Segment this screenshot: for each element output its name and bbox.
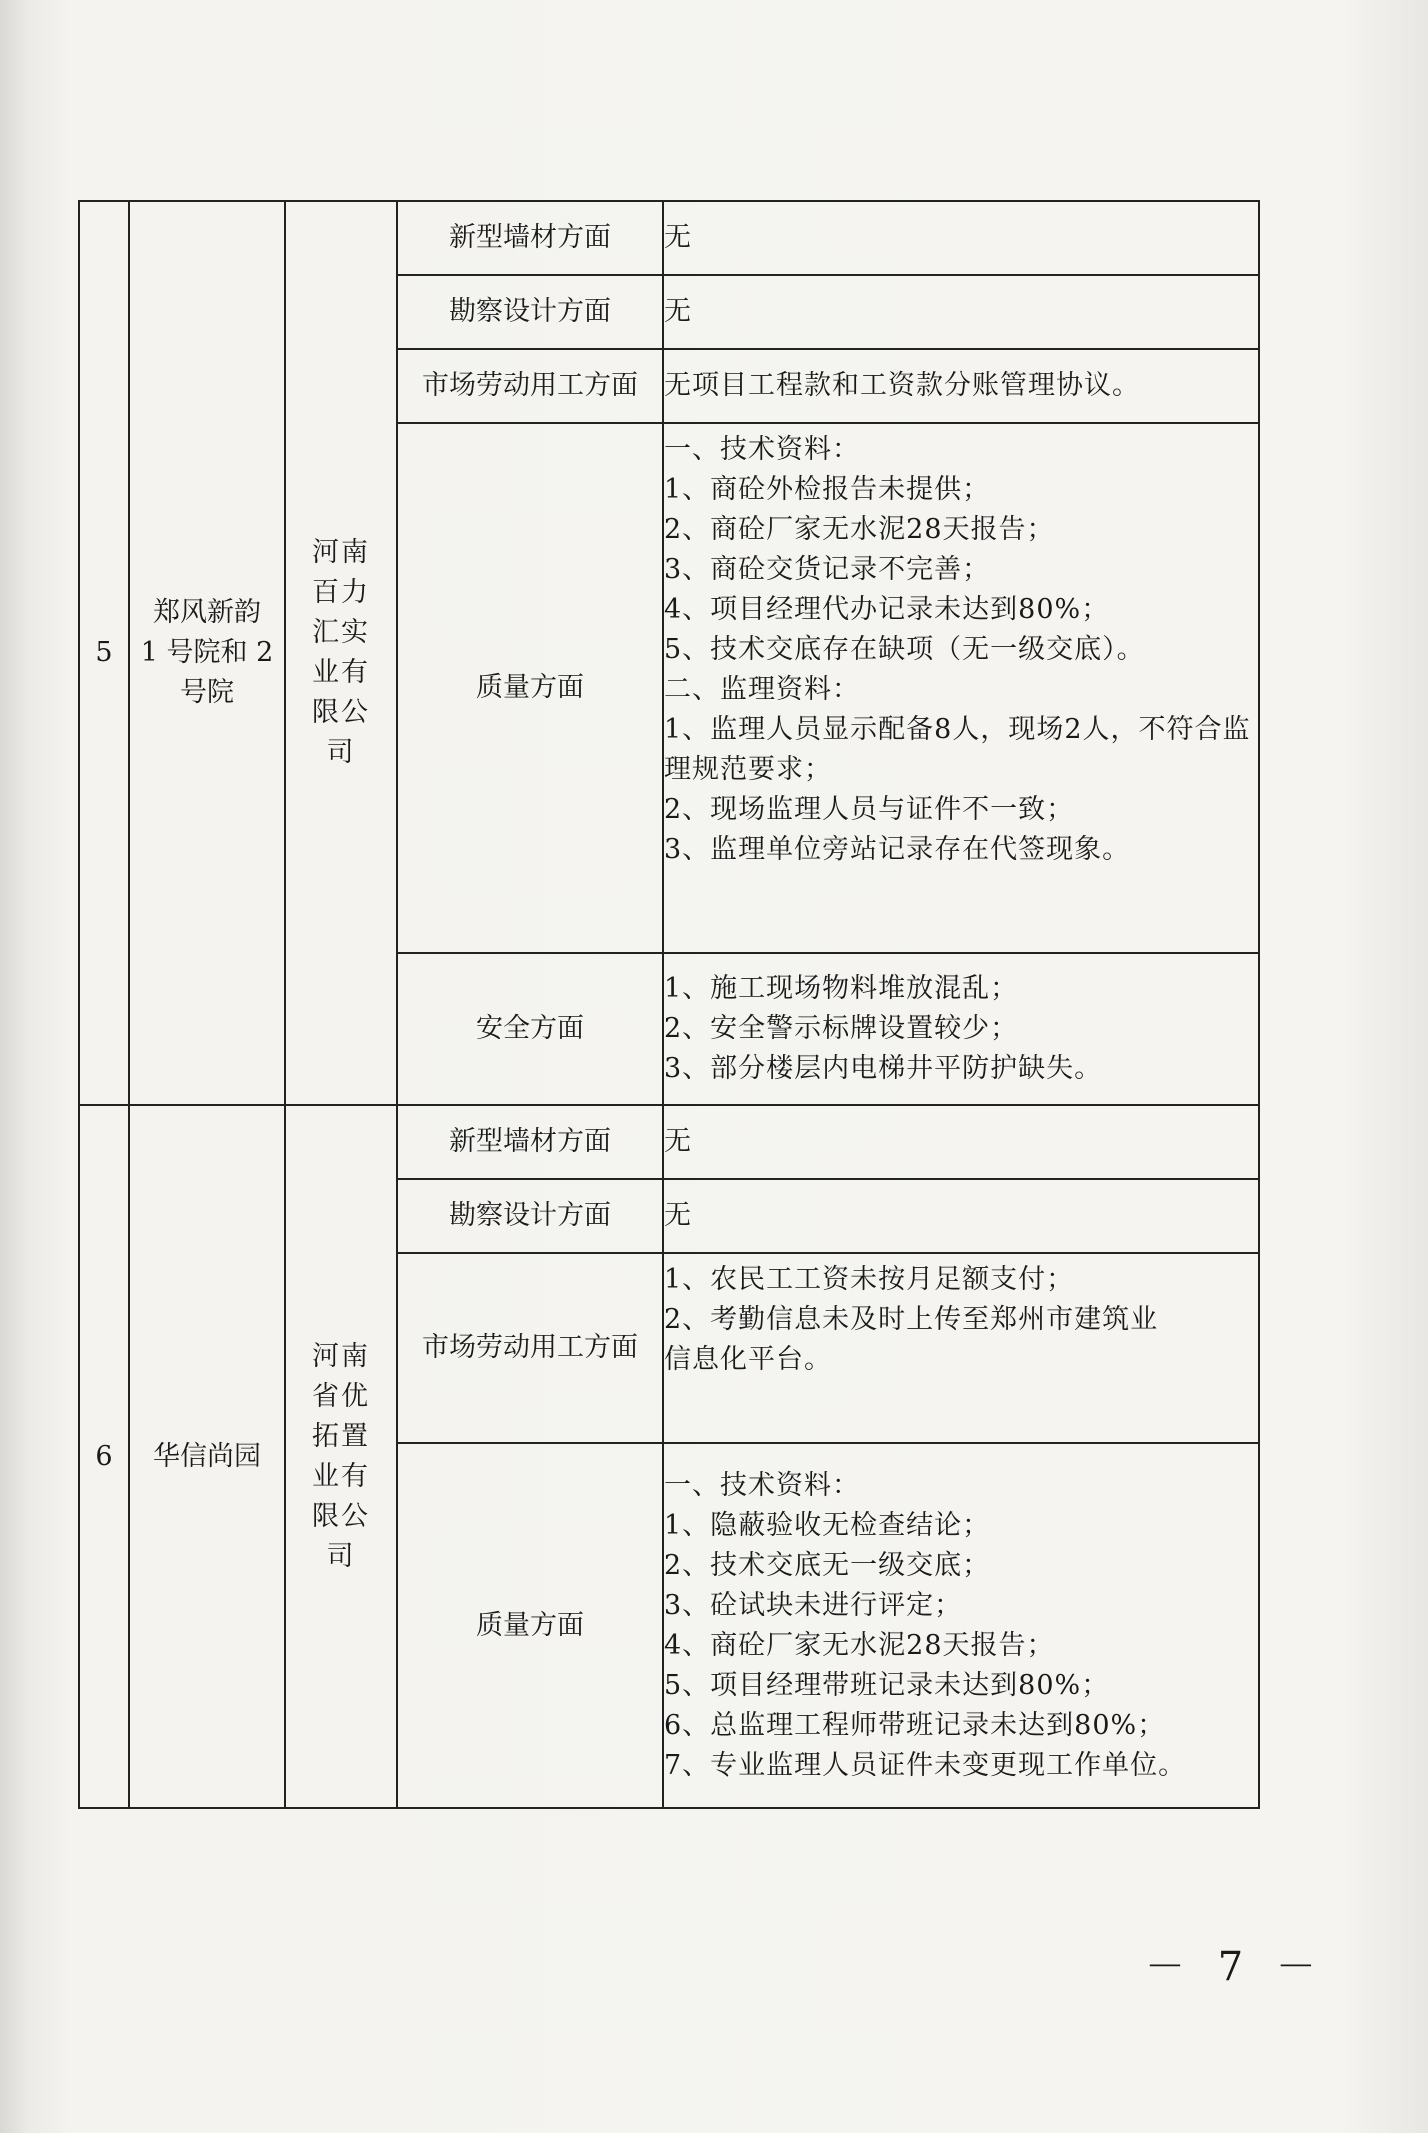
project-name: 华信尚园	[129, 1105, 285, 1808]
category-cell: 市场劳动用工方面	[397, 349, 663, 423]
category-cell: 新型墙材方面	[397, 201, 663, 275]
detail-cell: 无项目工程款和工资款分账管理协议。	[663, 349, 1259, 423]
detail-cell: 无	[663, 201, 1259, 275]
category-cell: 安全方面	[397, 953, 663, 1105]
detail-cell: 1、农民工工资未按月足额支付； 2、考勤信息未及时上传至郑州市建筑业 信息化平台。	[663, 1253, 1259, 1443]
detail-cell: 无	[663, 275, 1259, 349]
category-cell: 勘察设计方面	[397, 1179, 663, 1253]
category-cell: 新型墙材方面	[397, 1105, 663, 1179]
category-cell: 市场劳动用工方面	[397, 1253, 663, 1443]
row-index: 5	[79, 201, 129, 1105]
detail-cell: 一、技术资料： 1、隐蔽验收无检查结论； 2、技术交底无一级交底； 3、砼试块未进行评定； 4、商砼厂家无水泥28天报告； 5、项目经理带班记录未达到80%； 6、总监理工程师带班记录未达到80%； 7、专业监理人员证件未变更现工作单位。	[663, 1443, 1259, 1808]
detail-cell: 无	[663, 1105, 1259, 1179]
category-cell: 质量方面	[397, 423, 663, 953]
detail-cell: 无	[663, 1179, 1259, 1253]
inspection-table	[78, 200, 1260, 1809]
table-row	[79, 1105, 1259, 1179]
category-cell: 勘察设计方面	[397, 275, 663, 349]
row-index: 6	[79, 1105, 129, 1808]
page-number: － 7 －	[1145, 1944, 1326, 1990]
construction-unit: 河南 百力 汇实 业有 限公 司	[285, 201, 397, 1105]
project-name: 郑风新韵 1 号院和 2 号院	[129, 201, 285, 1105]
construction-unit: 河南 省优 拓置 业有 限公 司	[285, 1105, 397, 1808]
table-row	[79, 201, 1259, 275]
category-cell: 质量方面	[397, 1443, 663, 1808]
detail-cell: 一、技术资料： 1、商砼外检报告未提供； 2、商砼厂家无水泥28天报告； 3、商砼交货记录不完善； 4、项目经理代办记录未达到80%； 5、技术交底存在缺项（无一级交底）。 二、监理资料： 1、监理人员显示配备8人，现场2人，不符合监 理规范要求； 2、现场监理人员与证件不一致； 3、监理单位旁站记录存在代签现象。	[663, 423, 1259, 953]
detail-cell: 1、施工现场物料堆放混乱； 2、安全警示标牌设置较少； 3、部分楼层内电梯井平防护缺失。	[663, 953, 1259, 1105]
